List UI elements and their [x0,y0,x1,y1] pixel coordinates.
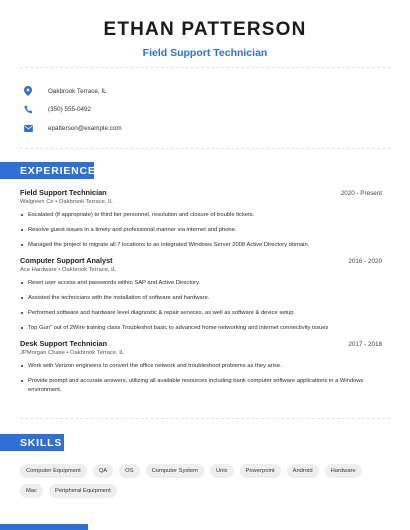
skill-chip: Hardware [325,464,362,478]
bullet-item: Assisted the technicians with the installation of software and hardware. [20,294,382,303]
envelope-icon [22,122,34,134]
contact-info [20,82,380,138]
skill-chip: Android [287,464,319,478]
experience-heading: EXPERIENCE [0,162,94,179]
bullet-item: Performed software and hardware level diagnostic & repair services, as well as software & device setup. [20,309,382,318]
skill-chip: QA [93,464,113,478]
skill-chip: Peripheral Equipment [49,484,117,498]
skill-chip: Computer System [146,464,204,478]
skill-chip: Mac [20,484,43,498]
job-bullets [20,211,382,250]
skill-chip: Powerpoint [240,464,281,478]
skill-chip: Computer Equipment [20,464,87,478]
candidate-name: ETHAN PATTERSON [103,19,307,40]
bullet-item: Reset user access and passwords within SAP and Active Directory. [20,279,382,288]
bullet-item: Managed the project to migrate all 7 locations to an integrated Windows Server 2008 Active Directory domain. [20,241,382,250]
job-bullets [20,362,382,394]
phone-icon [22,104,34,116]
bullet-item: Provide prompt and accurate answers, utilizing all available resources including bank computer software applications in a Windows environment. [20,377,382,394]
skill-chip: OS [119,464,139,478]
job-entry [20,339,382,394]
header-divider [20,67,390,68]
phone-text[interactable]: (350) 555-0492 [48,106,92,114]
next-section-tab [0,524,88,530]
bullet-item: Escalated (if appropriate) to third tier personnel, resolution and closure of trouble tickets. [20,211,382,220]
resume-header [0,0,410,60]
candidate-title: Field Support Technician [142,47,268,59]
job-dates: 2017 - 2018 [348,341,382,348]
skills-heading: SKILLS [0,434,64,451]
job-company: Ace Hardware • Oakbrook Terrace, IL [20,267,117,273]
map-pin-icon [22,85,34,97]
job-entry [20,188,382,250]
job-entry [20,256,382,333]
job-title: Field Support Technician [20,188,107,197]
job-title: Desk Support Technician [20,339,108,348]
job-bullets [20,279,382,333]
job-company: JPMorgan Chase • Oakbrook Terrace, IL [20,350,125,356]
job-company: Walgreen Co • Oakbrook Terrace, IL [20,199,113,205]
job-dates: 2016 - 2020 [348,258,382,265]
skills-list [20,464,390,498]
contact-email [20,119,380,138]
contact-divider [20,148,390,149]
experience-divider [20,418,390,419]
location-text: Oakbrook Terrace, IL [48,87,107,95]
experience-list [20,188,382,401]
bullet-item: Work with Verizon engineers to convert the office network and troubleshoot problems as they arise. [20,362,382,371]
contact-phone [20,101,380,120]
bullet-item: Top Gun" out of 2Wire training class Troubleshot basic to advanced home networking and internet connectivity issues [20,324,382,333]
skill-chip: Unix [210,464,234,478]
email-text[interactable]: epatterson@example.com [48,124,122,132]
contact-location [20,82,380,101]
job-dates: 2020 - Present [340,190,382,197]
bullet-item: Resolve guest issues in a timely and professional manner via internet and phone. [20,226,382,235]
job-title: Computer Support Analyst [20,256,113,265]
